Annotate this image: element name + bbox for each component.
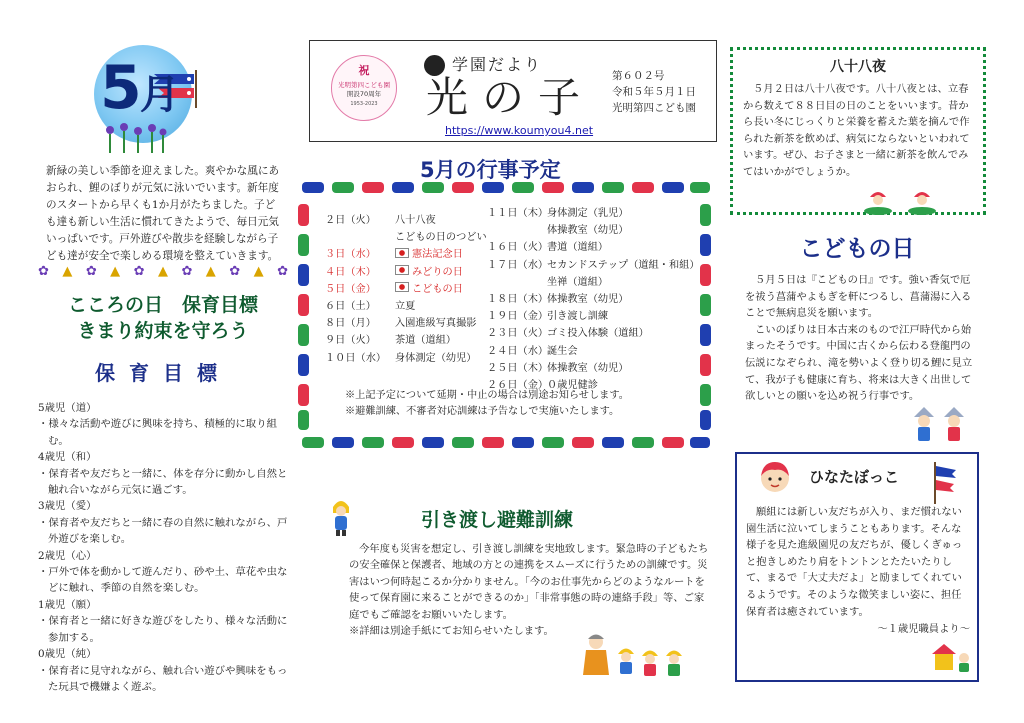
- event-date: ２４日（水）: [487, 345, 549, 357]
- drill-body: [349, 541, 709, 639]
- school-name: 光明第四こども園: [612, 102, 696, 114]
- flower-icon: ✿: [85, 264, 97, 279]
- event-date: １６日（火）: [487, 242, 549, 254]
- schedule-row: [487, 323, 707, 340]
- event-name: 坐禅（道組）: [547, 276, 609, 288]
- flower-icon: ✿: [38, 264, 49, 279]
- event-name: 憲法記念日: [412, 249, 463, 261]
- event-name: 身体測定（幼児）: [395, 352, 477, 364]
- childcare-goals-list: [38, 400, 288, 695]
- goal-desc: ・保育者に見守れながら、触れ合い遊びや興味をもった玩具で機嫌よく遊ぶ。: [38, 664, 288, 693]
- event-date: ２５日（木）: [487, 362, 549, 374]
- schedule-row: [325, 330, 495, 347]
- event-name: 体操教室（幼児）: [547, 362, 629, 374]
- event-date: １９日（金）: [487, 311, 549, 323]
- helmet-icon: ▲: [157, 264, 168, 279]
- kokoro-line-1: こころの日 保育目標: [67, 294, 258, 316]
- event-date: ８日（月）: [325, 318, 376, 330]
- schedule-note: ※上記予定について延期・中止の場合は別途お知らせします。: [345, 390, 629, 401]
- schedule-row-holiday: [325, 244, 495, 261]
- schedule-row-holiday: [325, 279, 495, 296]
- flower-icon: ✿: [277, 264, 288, 279]
- schedule-list-right: [487, 203, 707, 392]
- flower-icon: ✿: [229, 264, 241, 279]
- event-name: セカンドステップ（道組・和組）: [547, 259, 700, 271]
- japan-flag-icon: [395, 248, 409, 258]
- hachijuhachiya-body: ５月２日は八十八夜です。八十八夜とは、立春から数えて８８日目の日のことをいいます。昔から長い冬にじっくりと栄養を蓄えた葉を摘んで作られた新茶を飲めば、病気にならないといわれています。ぜひ、お子さまと一緒に新茶を飲んでみてはいかがでしょうか。: [743, 83, 970, 178]
- event-name: ０歳児健診: [547, 379, 598, 391]
- japan-flag-icon: [395, 265, 409, 275]
- flower-icon: ✿: [181, 264, 193, 279]
- hachijuhachiya-heading: 八十八夜: [830, 59, 886, 75]
- event-name: 書道（道組）: [547, 242, 609, 254]
- seal-line-1: 祝: [358, 64, 370, 77]
- issue-info: [612, 68, 712, 116]
- tea-pickers-icon: [864, 187, 954, 215]
- schedule-row: [487, 358, 707, 375]
- event-name: 引き渡し訓練: [547, 311, 609, 323]
- event-name: 八十八夜: [395, 215, 436, 227]
- month-badge: [100, 53, 200, 123]
- anniversary-seal: [331, 55, 397, 121]
- children-house-icon: [930, 640, 974, 674]
- event-date: １０日（水）: [325, 352, 387, 364]
- seal-line-2: 光明第四こども園: [338, 81, 390, 89]
- seal-line-3: 開設70周年: [346, 90, 382, 98]
- goal-desc: ・様々な活動や遊びに興味を持ち、積極的に取り組む。: [38, 418, 277, 447]
- hinatabokko-body: 願組には新しい友だちが入り、まだ慣れない園生活に泣いてしまうこともあります。そんな様子を見た進級園児の友だちが、優しくぎゅっと抱きしめたり肩をトントンとたたいたりして、まるで「大丈夫だよ」と励ましてくれているようです。そのような微笑ましい姿に、担任保育者は癒されています。: [746, 506, 963, 618]
- event-date: ３日（水）: [325, 249, 376, 261]
- event-name: こどもの日: [412, 283, 463, 295]
- schedule-row: [487, 237, 707, 254]
- schedule-row: [487, 272, 707, 289]
- event-name: ゴミ投入体験（道組）: [547, 328, 649, 340]
- event-date: ５日（金）: [325, 283, 376, 295]
- schedule-row: [325, 296, 495, 313]
- event-date: ２日（火）: [325, 215, 376, 227]
- child-hood-icon: [330, 497, 352, 537]
- hinatabokko-signature: ～１歳児職員より～: [877, 623, 970, 635]
- kodomo-paragraph: ５月５日は『こどもの日』です。強い香気で厄を祓う菖蒲やよもぎを軒につるし、菖蒲湯に入ることで無病息災を願います。: [745, 274, 972, 320]
- goal-age: 1歳児（願）: [38, 598, 97, 611]
- goal-age: 5歳児（道）: [38, 402, 97, 414]
- drill-note: ※詳細は別途手紙にてお知らせいたします。: [349, 625, 554, 638]
- goal-desc: ・保育者と一緒に好きな遊びをしたり、様々な活動に参加する。: [38, 615, 288, 644]
- event-name: 誕生会: [547, 345, 578, 357]
- carp-streamer-pole-icon: [930, 460, 958, 504]
- school-website-link[interactable]: https://www.koumyou4.net: [445, 124, 594, 137]
- girl-face-icon: [755, 458, 795, 496]
- schedule-row: [487, 341, 707, 358]
- helmet-icon: ▲: [62, 264, 73, 279]
- newsletter-subtitle: 学園だより: [452, 55, 543, 74]
- month-unit: 月: [139, 72, 178, 118]
- schedule-row: [487, 306, 707, 323]
- evacuating-children-icon: [582, 630, 692, 685]
- event-date: ４日（木）: [325, 266, 376, 278]
- goal-age: 0歳児（純）: [38, 648, 97, 661]
- event-date: ２３日（火）: [487, 328, 549, 340]
- event-name: 体操教室（幼児）: [547, 225, 629, 237]
- helmet-icon: ▲: [110, 264, 121, 279]
- flower-icon: ✿: [133, 264, 145, 279]
- decorative-border-row: [38, 262, 288, 282]
- intro-paragraph: 新緑の美しい季節を迎えました。爽やかな風にあおられ、鯉のぼりが元気に泳いでいます。新年度のスタートから早くも1か月がたちました。子ども達も新しい生活に慣れてきたようで、毎日元気いっぱいです。戸外遊びや散歩を経験しながら子ども達が安全で楽しめる環境を整えていきます。: [46, 165, 280, 262]
- schedule-list-left: [325, 210, 495, 365]
- event-date: １８日（木）: [487, 294, 549, 306]
- schedule-row: [487, 255, 707, 272]
- event-name: 身体測定（乳児）: [547, 208, 629, 220]
- drill-heading: 引き渡し避難訓練: [421, 509, 574, 531]
- event-name: こどもの日のつどい: [395, 232, 487, 244]
- schedule-heading: 5月の行事予定: [420, 158, 561, 182]
- schedule-row: [325, 210, 495, 227]
- helmet-icon: ▲: [205, 264, 216, 279]
- schedule-row: [325, 348, 495, 365]
- goal-desc: ・戸外で体を動かして遊んだり、砂や土、草花や虫などに触れ、季節の自然を楽しむ。: [38, 566, 288, 595]
- japan-flag-icon: [395, 282, 409, 292]
- samurai-helmet-children-icon: [910, 405, 970, 445]
- kodomo-paragraph: こいのぼりは日本古来のもので江戸時代から始まったそうです。中国に古くから伝わる登龍門の伝説になぞられ、滝を勢いよく登り切る鯉に見立て、我が子も健康に育ち、将来は大きく出世して欲しいとの願いを込め祝う行事です。: [745, 323, 973, 403]
- kodomo-no-hi-heading: こどもの日: [799, 236, 915, 262]
- schedule-note: ※避難訓練、不審者対応訓練は予告なしで実施いたします。: [345, 406, 620, 417]
- schedule-row: [325, 227, 495, 244]
- goal-age: 2歳児（心）: [38, 549, 97, 562]
- kokoro-line-2: きまり約束を守ろう: [77, 320, 249, 342]
- event-date: １１日（木）: [487, 208, 549, 220]
- event-name: 立夏: [395, 301, 416, 313]
- schedule-notes: [345, 388, 695, 420]
- seal-line-4: 1953-2023: [350, 101, 378, 107]
- iris-flowers-icon: [100, 118, 170, 153]
- goal-desc: ・保育者や友だちと一緒に、体を存分に動かし自然と触れ合いながら元気に過ごす。: [38, 467, 288, 497]
- event-name: 入園進級写真撮影: [395, 318, 477, 330]
- schedule-row: [487, 203, 707, 220]
- drill-paragraph: 今年度も災害を想定し、引き渡し訓練を実地致します。緊急時の子どもたちの安全確保と保護者、地域の方との連携をスムーズに行うための訓練です。災害はいつ何時起こるか分かりません。「今のお仕事先からどのようなルートを使って保育園に来ることができるのか」「非常事態の時の連絡手段」等、ご家庭でもご確認をお願いいたします。: [349, 543, 709, 621]
- goal-desc: ・保育者や友だちと一緒に春の自然に触れながら、戸外遊びを楽しむ。: [38, 516, 288, 546]
- event-date: ６日（土）: [325, 301, 376, 313]
- event-date: ９日（火）: [325, 335, 376, 347]
- goal-age: 4歳児（和）: [38, 451, 97, 464]
- newsletter-title: 光の子: [426, 73, 595, 122]
- event-name: 茶道（道組）: [395, 335, 457, 347]
- childcare-goals-heading: 保育目標: [95, 361, 231, 385]
- month-number: 5: [100, 53, 140, 123]
- event-date: １７日（水）: [487, 259, 549, 271]
- schedule-row: [487, 289, 707, 306]
- event-name: みどりの日: [412, 266, 463, 278]
- hinatabokko-heading: ひなたぼっこ: [809, 468, 900, 486]
- helmet-icon: ▲: [253, 264, 264, 279]
- issue-date: 令和５年５月１日: [612, 86, 696, 98]
- kokoro-goal-heading: [38, 292, 288, 344]
- schedule-row: [325, 313, 495, 330]
- event-date: ２６日（金）: [487, 379, 549, 391]
- goal-age: 3歳児（愛）: [38, 500, 97, 513]
- kodomo-no-hi-body: [745, 272, 977, 405]
- schedule-row-holiday: [325, 262, 495, 279]
- schedule-row: [487, 220, 707, 237]
- issue-number: 第６０２号: [612, 70, 665, 82]
- event-name: 体操教室（幼児）: [547, 294, 629, 306]
